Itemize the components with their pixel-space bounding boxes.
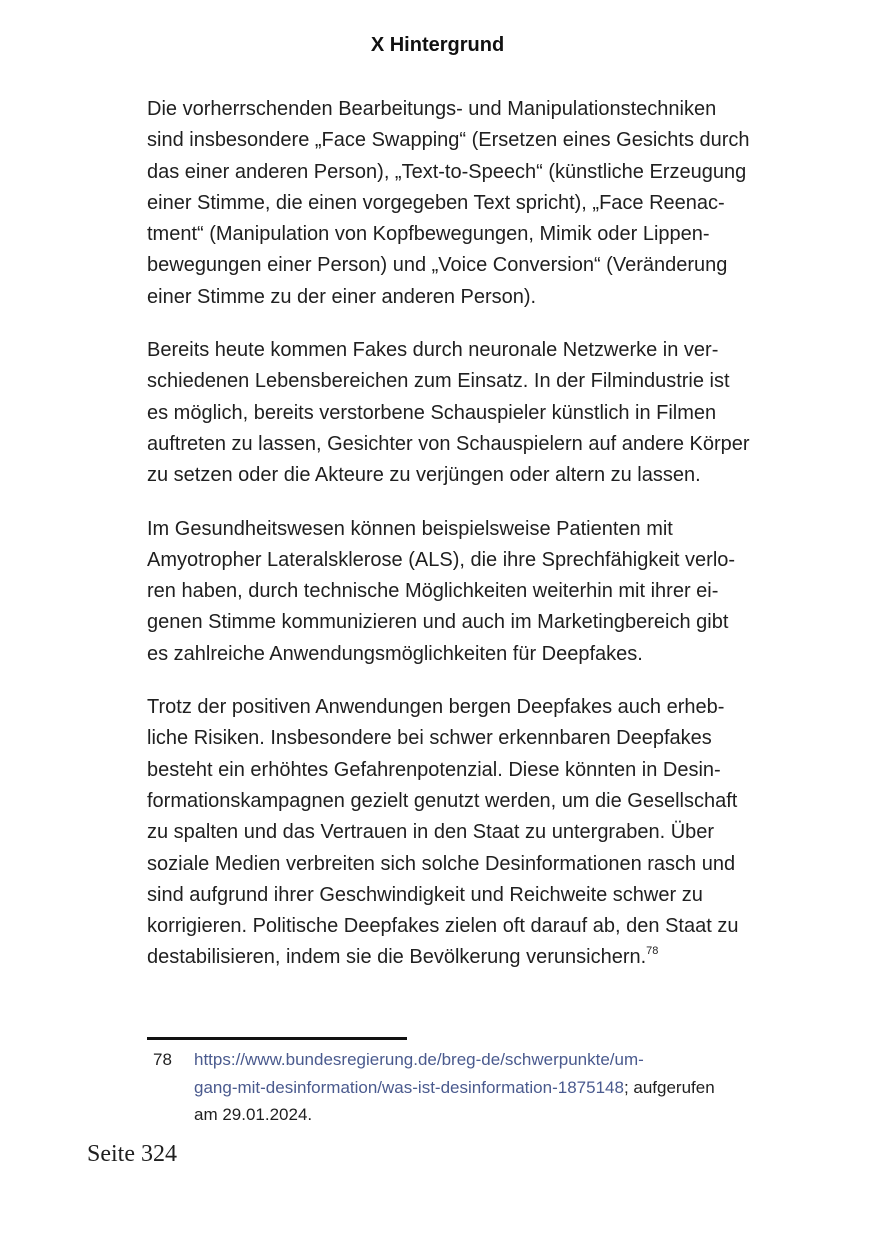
text-line: korrigieren. Politische Deepfakes zielen oft darauf ab, den Staat zu (147, 915, 739, 938)
footnote-body (194, 1046, 715, 1129)
paragraph (147, 514, 787, 670)
text-line: soziale Medien verbreiten sich solche Desinformationen rasch und (147, 852, 736, 875)
text-line: Im Gesundheitswesen können beispielsweise Patienten mit (147, 517, 673, 540)
text-line: ren haben, durch technische Möglichkeiten weiterhin mit ihrer ei- (147, 580, 719, 603)
paragraph (147, 692, 787, 974)
footnote-suffix: ; aufgerufen (623, 1077, 715, 1097)
paragraph (147, 94, 787, 313)
text-line: bewegungen einer Person) und „Voice Conversion“ (Veränderung (147, 254, 728, 277)
text-line: zu setzen oder die Akteure zu verjüngen oder altern zu lassen. (147, 464, 701, 487)
text-line (147, 942, 787, 973)
footnote-number: 78 (153, 1050, 172, 1069)
text-line: genen Stimme kommunizieren und auch im Marketingbereich gibt (147, 611, 729, 634)
text-line: zu spalten und das Vertrauen in den Staat zu untergraben. Über (147, 821, 715, 844)
text-line: liche Risiken. Insbesondere bei schwer erkennbaren Deepfakes (147, 727, 712, 750)
footnote-link[interactable]: https://www.bundesregierung.de/breg-de/schwerpunkte/um- (194, 1050, 644, 1069)
text-line: das einer anderen Person), „Text-to-Speech“ (künstliche Erzeugung (147, 160, 747, 183)
text-line: schiedenen Lebensbereichen zum Einsatz. In der Filmindustrie ist (147, 370, 730, 393)
body-text (147, 94, 787, 996)
text-line: sind aufgrund ihrer Geschwindigkeit und Reichweite schwer zu (147, 883, 703, 906)
text-line: besteht ein erhöhtes Gefahrenpotenzial. Diese könnten in Desin- (147, 758, 721, 781)
footnote-date: am 29.01.2024. (194, 1105, 313, 1124)
text-line: einer Stimme zu der einer anderen Person). (147, 285, 537, 308)
text-line: sind insbesondere „Face Swapping“ (Ersetzen eines Gesichts durch (147, 129, 750, 152)
footnote-reference[interactable]: 78 (646, 945, 659, 958)
text-line: Die vorherrschenden Bearbeitungs- und Manipulationstechniken (147, 98, 717, 120)
text-line: einer Stimme, die einen vorgegeben Text spricht), „Face Reenac- (147, 191, 725, 214)
text-line: es möglich, bereits verstorbene Schauspieler künstlich in Filmen (147, 401, 717, 424)
footnote-link[interactable]: gang-mit-desinformation/was-ist-desinformation-1875148 (194, 1077, 624, 1097)
running-header: X Hintergrund (370, 34, 505, 56)
text-line: es zahlreiche Anwendungsmöglichkeiten für Deepfakes. (147, 642, 643, 665)
text-line: formationskampagnen gezielt genutzt werden, um die Gesellschaft (147, 789, 738, 812)
paragraph (147, 335, 787, 491)
text-line: Bereits heute kommen Fakes durch neuronale Netzwerke in ver- (147, 339, 719, 362)
text-line: Amyotropher Lateralsklerose (ALS), die ihre Sprechfähigkeit verlo- (147, 548, 736, 571)
text-line: tment“ (Manipulation von Kopfbewegungen, Mimik oder Lippen- (147, 223, 710, 246)
text-line: Trotz der positiven Anwendungen bergen Deepfakes auch erheb- (147, 696, 725, 719)
footnote-separator (147, 1037, 407, 1040)
page-number: Seite 324 (87, 1141, 177, 1167)
text-line: auftreten zu lassen, Gesichter von Schauspielern auf andere Körper (147, 432, 750, 455)
text-line-content: destabilisieren, indem sie die Bevölkerung verunsichern. (147, 946, 647, 969)
